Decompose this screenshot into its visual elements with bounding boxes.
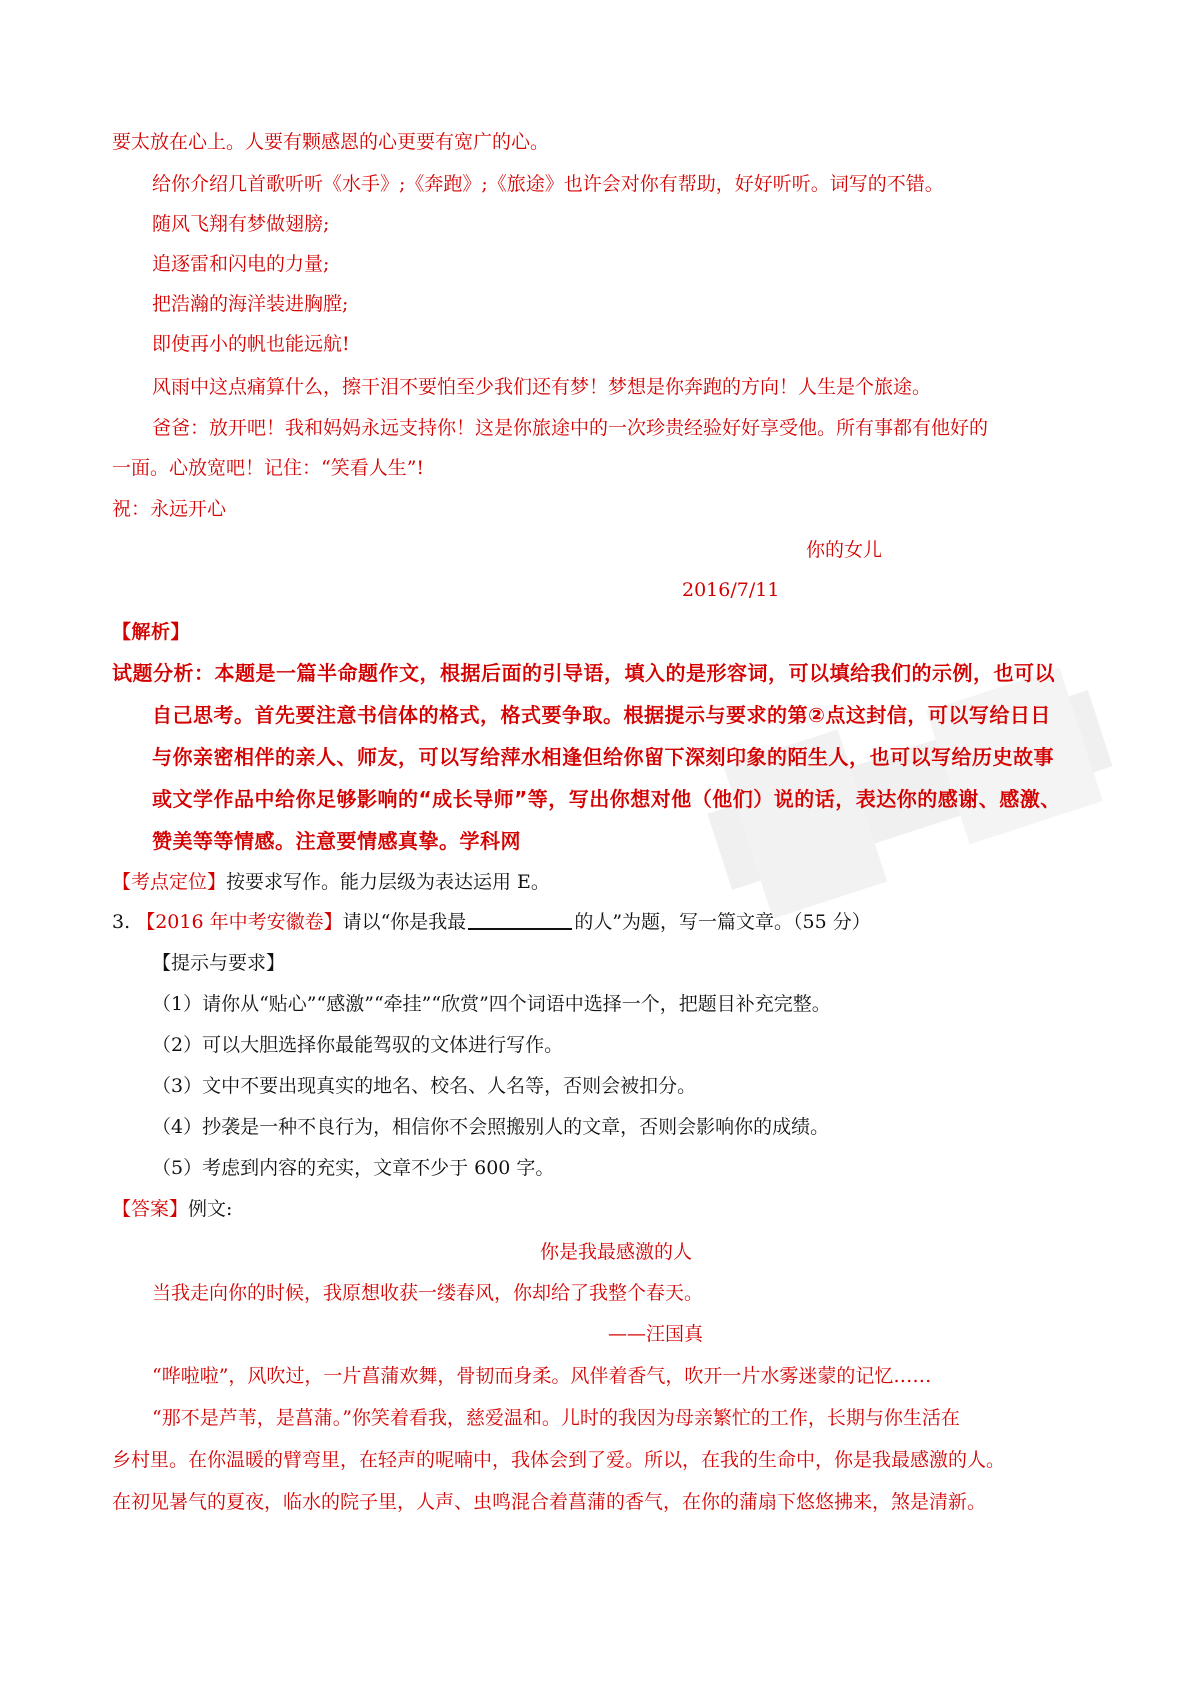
answer-label-suffix: 例文: — [188, 1198, 233, 1220]
analysis-line-3: 与你亲密相伴的亲人、师友，可以写给萍水相逢但给你留下深刻印象的陌生人，也可以写给历史故事 — [152, 745, 1054, 769]
letter-line-5: 把浩瀚的海洋装进胸膛; — [152, 293, 349, 315]
analysis-line-4: 或文学作品中给你足够影响的“成长导师”等，写出你想对他（他们）说的话，表达你的感谢、感激、 — [152, 787, 1061, 811]
letter-date: 2016/7/11 — [682, 579, 780, 601]
answer-line — [112, 1195, 232, 1223]
fill-in-blank — [468, 908, 572, 930]
analysis-line-5: 赞美等等情感。注意要情感真挚。学科网 — [152, 829, 521, 853]
letter-line-4: 追逐雷和闪电的力量; — [152, 253, 330, 275]
letter-signature: 你的女儿 — [806, 539, 883, 561]
tips-header: 【提示与要求】 — [152, 952, 286, 974]
essay-paragraph-3: 在初见暑气的夏夜，临水的院子里，人声、虫鸣混合着菖蒲的香气，在你的蒲扇下悠悠拂来，煞是清新。 — [112, 1491, 987, 1513]
letter-line-6: 即使再小的帆也能远航! — [152, 333, 350, 355]
question-prompt-after: 的人”为题，写一篇文章。（55 分） — [574, 911, 871, 933]
letter-line-2: 给你介绍几首歌听听《水手》;《奔跑》;《旅途》也许会对你有帮助，好好听听。词写的不错。 — [152, 173, 944, 195]
letter-closing: 祝：永远开心 — [112, 498, 227, 520]
essay-paragraph-1: “哗啦啦”，风吹过，一片菖蒲欢舞，骨韧而身柔。风伴着香气，吹开一片水雾迷蒙的记忆…… — [152, 1365, 932, 1387]
kaodian-line — [112, 868, 550, 896]
kaodian-text: 按要求写作。能力层级为表达运用 E。 — [226, 871, 550, 893]
tip-3: （3）文中不要出现真实的地名、校名、人名等，否则会被扣分。 — [152, 1075, 697, 1097]
letter-line-8: 爸爸：放开吧！我和妈妈永远支持你！这是你旅途中的一次珍贵经验好好享受他。所有事都有他好的 — [152, 417, 989, 439]
letter-line-3: 随风飞翔有梦做翅膀; — [152, 213, 330, 235]
essay-epigraph: 当我走向你的时候，我原想收获一缕春风，你却给了我整个春天。 — [152, 1282, 704, 1304]
essay-paragraph-2-cont: 乡村里。在你温暖的臂弯里，在轻声的呢喃中，我体会到了爱。所以，在我的生命中，你是我最感激的人。 — [112, 1449, 1006, 1471]
question-number: 3. — [112, 911, 131, 933]
letter-line-9: 一面。心放宽吧！记住：“笑看人生”! — [112, 457, 425, 479]
question-source: 【2016 年中考安徽卷】 — [136, 911, 343, 933]
essay-paragraph-2: “那不是芦苇，是菖蒲。”你笑着看我，慈爱温和。儿时的我因为母亲繁忙的工作，长期与你生活在 — [152, 1407, 960, 1429]
tip-5: （5）考虑到内容的充实，文章不少于 600 字。 — [152, 1157, 555, 1179]
tip-2: （2）可以大胆选择你最能驾驭的文体进行写作。 — [152, 1034, 564, 1056]
answer-label: 【答案】 — [112, 1198, 189, 1220]
analysis-line-1: 试题分析：本题是一篇半命题作文，根据后面的引导语，填入的是形容词，可以填给我们的示例，也可以 — [112, 661, 1055, 685]
essay-epigraph-author: ——汪国真 — [608, 1323, 704, 1345]
tip-4: （4）抄袭是一种不良行为，相信你不会照搬别人的文章，否则会影响你的成绩。 — [152, 1116, 830, 1138]
kaodian-label: 【考点定位】 — [112, 871, 227, 893]
letter-line-1: 要太放在心上。人要有颗感恩的心更要有宽广的心。 — [112, 131, 550, 153]
essay-title: 你是我最感激的人 — [540, 1241, 693, 1263]
analysis-header: 【解析】 — [112, 621, 191, 643]
question-prompt-before: 请以“你是我最 — [342, 911, 467, 933]
letter-line-7: 风雨中这点痛算什么，擦干泪不要怕至少我们还有梦！梦想是你奔跑的方向！人生是个旅途。 — [152, 376, 932, 398]
analysis-line-2: 自己思考。首先要注意书信体的格式，格式要争取。根据提示与要求的第②点这封信，可以写给日日 — [152, 703, 1051, 727]
question-3-prompt — [112, 908, 871, 936]
tip-1: （1）请你从“贴心”“感激”“牵挂”“欣赏”四个词语中选择一个，把题目补充完整。 — [152, 993, 831, 1015]
